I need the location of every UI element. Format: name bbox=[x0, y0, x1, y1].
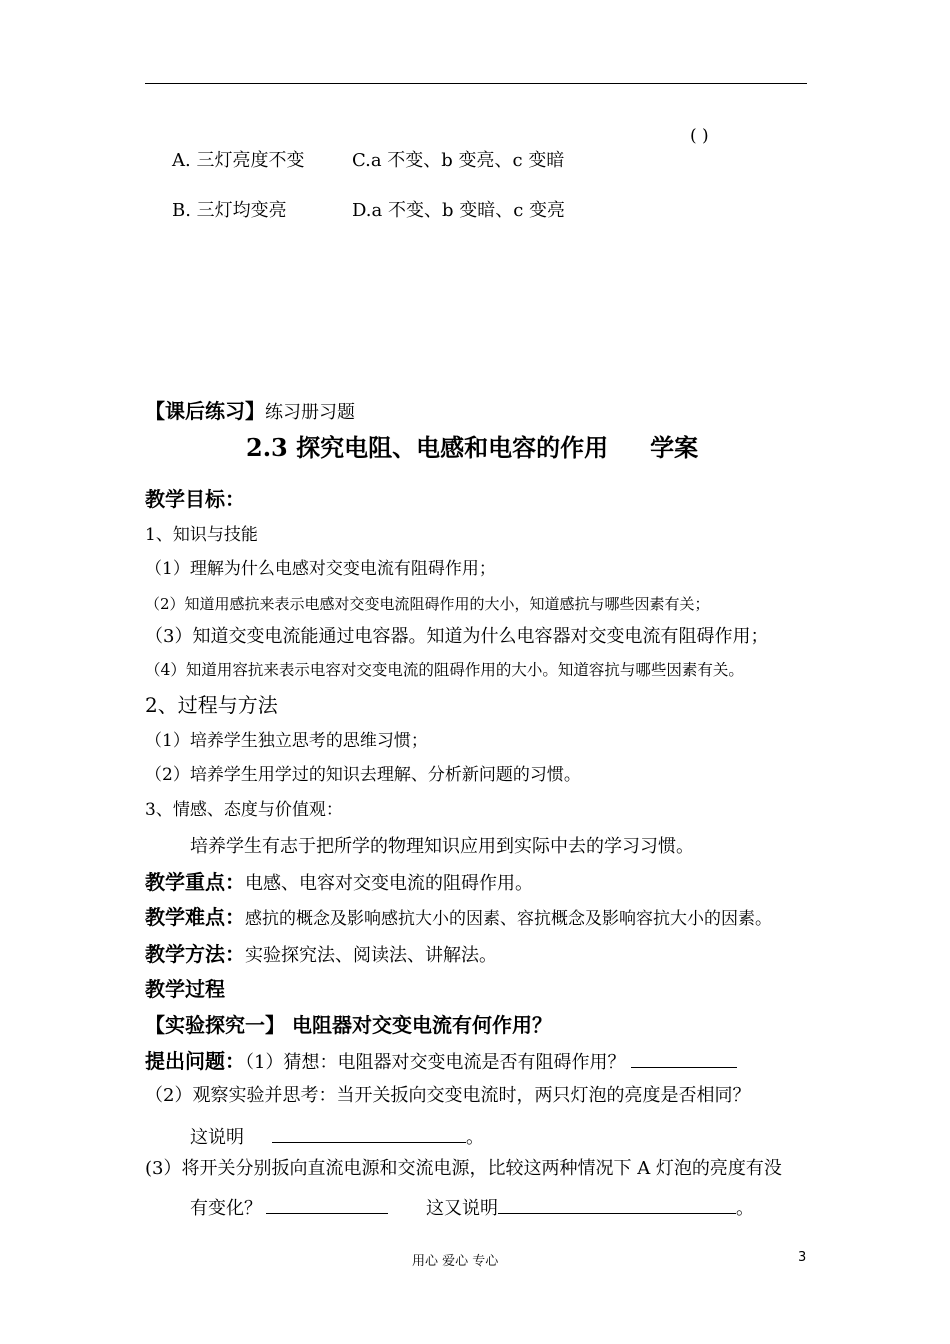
objectives-sec1: 1、知识与技能 bbox=[145, 525, 258, 545]
difficulties bbox=[145, 907, 772, 928]
question-3-cont: 有变化？ bbox=[190, 1198, 262, 1219]
process-heading: 教学过程 bbox=[145, 977, 225, 1001]
page-number: 3 bbox=[798, 1250, 807, 1265]
question-2-period: 。 bbox=[466, 1127, 484, 1148]
objectives-sec3: 3、情感、态度与价值观： bbox=[145, 800, 343, 820]
option-b: B. 三灯均变亮 bbox=[172, 200, 287, 221]
key-points-label: 教学重点： bbox=[145, 870, 245, 894]
key-points bbox=[145, 872, 533, 893]
experiment1-heading: 【实验探究一】 电阻器对交变电流有何作用？ bbox=[145, 1013, 552, 1037]
footer-slogan: 用心 爱心 专心 bbox=[412, 1254, 499, 1269]
difficulties-text: 感抗的概念及影响感抗大小的因素、容抗概念及影响容抗大小的因素。 bbox=[245, 909, 772, 929]
doc-title bbox=[246, 433, 699, 462]
doc-title-main: 2.3 探究电阻、电感和电容的作用 bbox=[246, 433, 609, 462]
question-label: 提出问题： bbox=[145, 1049, 245, 1073]
answer-blank-3[interactable] bbox=[266, 1197, 388, 1214]
question-3-follow: 这又说明 bbox=[426, 1198, 498, 1219]
answer-bracket: ( ) bbox=[690, 126, 709, 146]
question-2-follow: 这说明 bbox=[190, 1127, 244, 1148]
objectives-heading: 教学目标： bbox=[145, 487, 245, 511]
objectives-item-2: （2）知道用感抗来表示电感对交变电流阻碍作用的大小，知道感抗与哪些因素有关； bbox=[145, 595, 710, 613]
process-item-1: （1）培养学生独立思考的思维习惯； bbox=[145, 731, 428, 751]
question-3-period: 。 bbox=[736, 1198, 754, 1219]
objectives-item-4: （4）知道用容抗来表示电容对交变电流的阻碍作用的大小。知道容抗与哪些因素有关。 bbox=[145, 661, 744, 679]
question-3-cont-line bbox=[190, 1197, 754, 1218]
option-c: C.a 不变、b 变亮、c 变暗 bbox=[352, 150, 565, 171]
question-1: （1）猜想：电阻器对交变电流是否有阻碍作用？ bbox=[245, 1052, 626, 1073]
option-d: D.a 不变、b 变暗、c 变亮 bbox=[352, 200, 566, 221]
methods-text: 实验探究法、阅读法、讲解法。 bbox=[245, 945, 497, 966]
question-3: (3）将开关分别扳向直流电源和交流电源，比较这两种情况下 A 灯泡的亮度有没 bbox=[145, 1158, 782, 1179]
methods-label: 教学方法： bbox=[145, 942, 245, 966]
values-item-1: 培养学生有志于把所学的物理知识应用到实际中去的学习习惯。 bbox=[190, 836, 694, 857]
question-2: （2）观察实验并思考：当开关扳向交变电流时，两只灯泡的亮度是否相同？ bbox=[145, 1085, 751, 1106]
question-2-follow-line bbox=[190, 1126, 484, 1147]
header-rule bbox=[145, 83, 807, 84]
methods bbox=[145, 944, 497, 965]
difficulties-label: 教学难点： bbox=[145, 905, 245, 929]
homework-text: 练习册习题 bbox=[265, 402, 355, 423]
experiment1-q1-line bbox=[145, 1051, 737, 1072]
objectives-item-1: （1）理解为什么电感对交变电流有阻碍作用； bbox=[145, 559, 496, 579]
objectives-item-3: （3）知道交变电流能通过电容器。知道为什么电容器对交变电流有阻碍作用； bbox=[145, 626, 769, 647]
answer-blank-1[interactable] bbox=[631, 1051, 737, 1068]
answer-blank-4[interactable] bbox=[498, 1197, 736, 1214]
doc-title-suffix: 学案 bbox=[650, 433, 699, 462]
process-item-2: （2）培养学生用学过的知识去理解、分析新问题的习惯。 bbox=[145, 765, 581, 785]
objectives-sec2: 2、过程与方法 bbox=[145, 693, 278, 717]
homework-line bbox=[145, 401, 355, 422]
option-a: A. 三灯亮度不变 bbox=[172, 150, 305, 171]
homework-label: 【课后练习】 bbox=[145, 399, 265, 423]
answer-blank-2[interactable] bbox=[272, 1126, 466, 1143]
key-points-text: 电感、电容对交变电流的阻碍作用。 bbox=[245, 873, 533, 894]
